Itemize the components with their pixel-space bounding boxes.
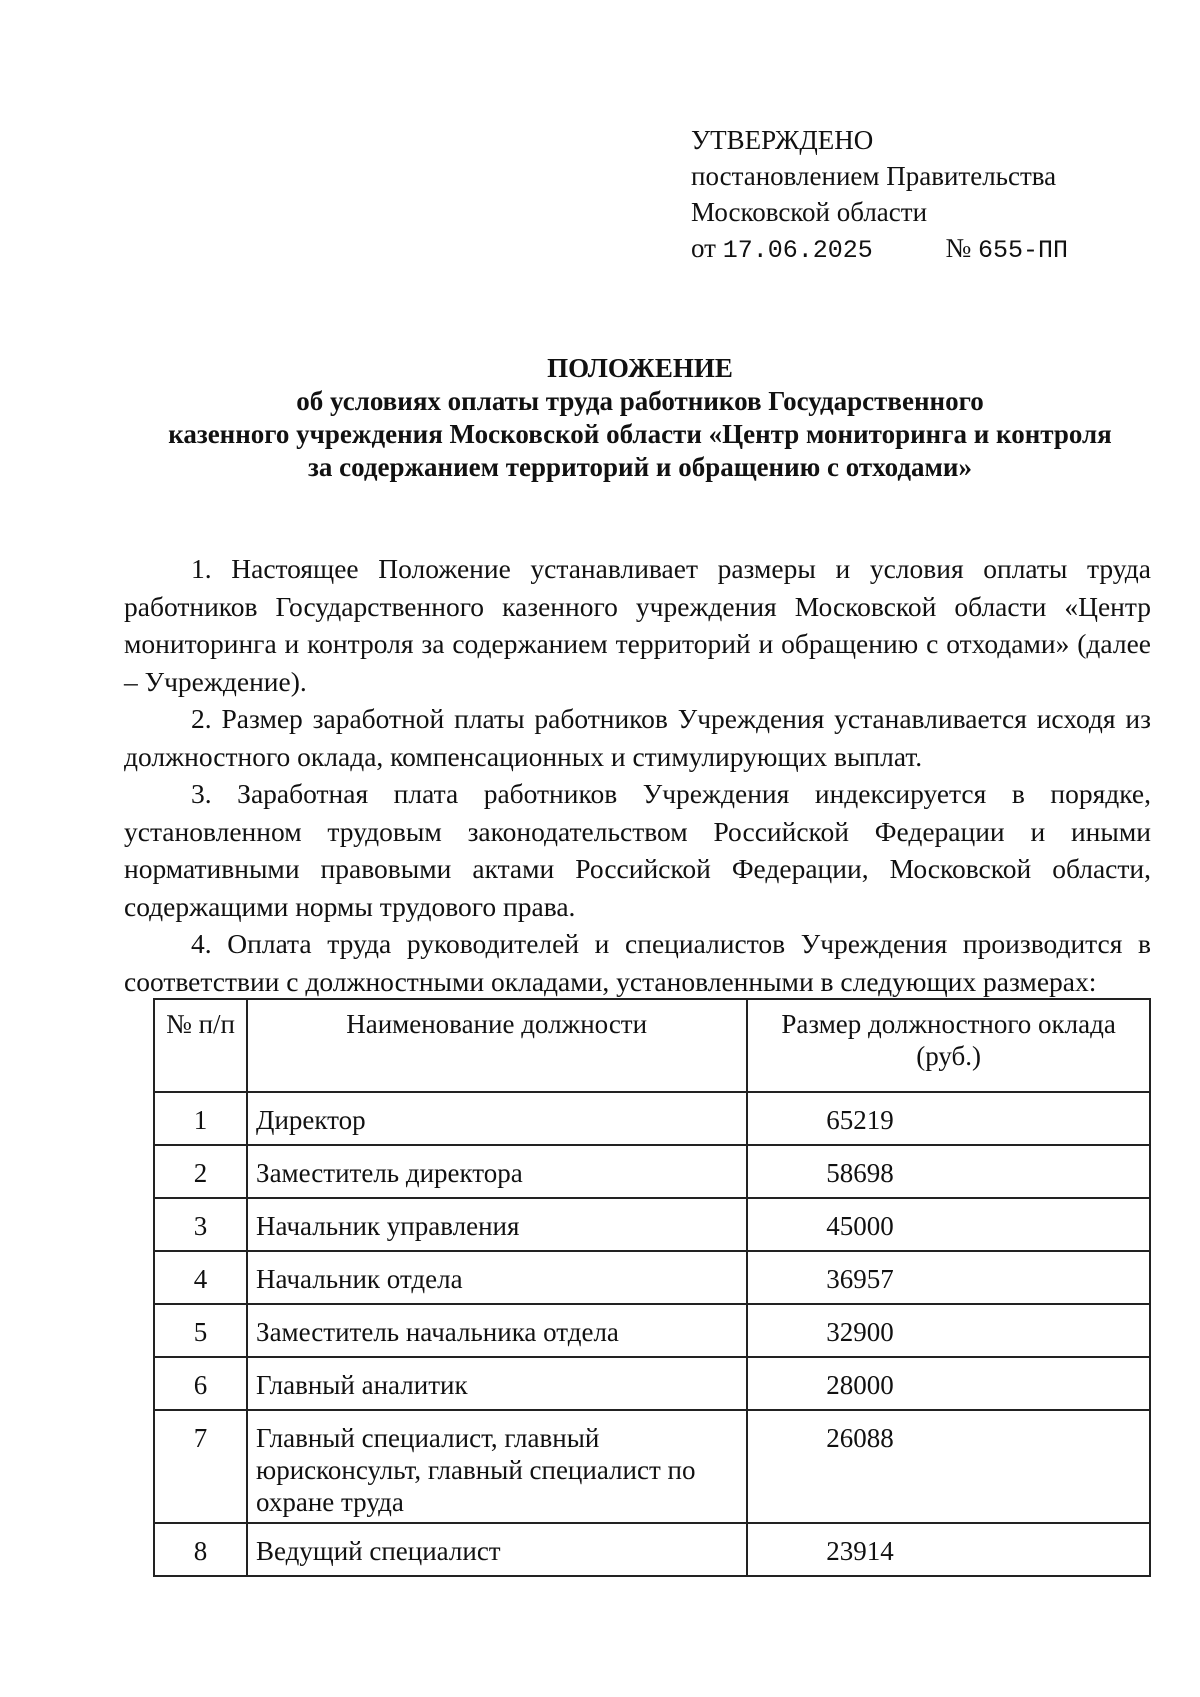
row-position: Заместитель начальника отдела <box>247 1304 747 1357</box>
document-title <box>120 352 1160 484</box>
row-number: 4 <box>154 1251 247 1304</box>
row-number: 8 <box>154 1523 247 1576</box>
paragraph-2: 2. Размер заработной платы работников Учреждения устанавливается исходя из должностного оклада, компенсационных и стимулирующих выплат. <box>124 703 1151 772</box>
table-row <box>154 1523 1150 1576</box>
table-row <box>154 1357 1150 1410</box>
paragraph-1: 1. Настоящее Положение устанавливает размеры и условия оплаты труда работников Государственного казенного учреждения Московской области «Центр мониторинга и контроля за содержанием территорий и обращению с отходами» (далее – Учреждение). <box>124 553 1151 697</box>
row-salary: 36957 <box>747 1251 1150 1304</box>
row-number: 6 <box>154 1357 247 1410</box>
table-row <box>154 1251 1150 1304</box>
row-salary: 58698 <box>747 1145 1150 1198</box>
approval-number: 655-ПП <box>978 236 1069 265</box>
approval-line-1: постановлением Правительства <box>691 161 1057 191</box>
row-salary: 23914 <box>747 1523 1150 1576</box>
table-row <box>154 1198 1150 1251</box>
header-number: № п/п <box>154 999 247 1092</box>
row-number: 3 <box>154 1198 247 1251</box>
row-salary: 65219 <box>747 1092 1150 1145</box>
table-row <box>154 1304 1150 1357</box>
title-line-1: об условиях оплаты труда работников Государственного <box>296 386 984 416</box>
approval-line-2: Московской области <box>691 197 928 227</box>
row-position: Начальник отдела <box>247 1251 747 1304</box>
row-salary: 45000 <box>747 1198 1150 1251</box>
salary-table <box>153 998 1151 1577</box>
paragraph-3: 3. Заработная плата работников Учреждения индексируется в порядке, установленном трудовым законодательством Российской Федерации и иными нормативными правовыми актами Российской Федерации, Московской области, содержащими нормы трудового права. <box>124 778 1151 922</box>
title-line-3: за содержанием территорий и обращению с отходами» <box>308 452 972 482</box>
approval-date-prefix: от <box>691 233 716 263</box>
row-number: 1 <box>154 1092 247 1145</box>
header-salary: Размер должностного оклада (руб.) <box>747 999 1150 1092</box>
title-heading: ПОЛОЖЕНИЕ <box>547 353 733 383</box>
table-row <box>154 1145 1150 1198</box>
paragraph-4: 4. Оплата труда руководителей и специалистов Учреждения производится в соответствии с должностными окладами, установленными в следующих размерах: <box>124 928 1151 997</box>
document-body <box>124 550 1151 1000</box>
table-row <box>154 1410 1150 1523</box>
row-position: Директор <box>247 1092 747 1145</box>
row-number: 5 <box>154 1304 247 1357</box>
row-position: Главный специалист, главный юрисконсульт, главный специалист по охране труда <box>247 1410 747 1523</box>
row-position: Ведущий специалист <box>247 1523 747 1576</box>
row-position: Главный аналитик <box>247 1357 747 1410</box>
header-position: Наименование должности <box>247 999 747 1092</box>
title-line-2: казенного учреждения Московской области «Центр мониторинга и контроля <box>168 419 1112 449</box>
approval-date: 17.06.2025 <box>722 236 873 265</box>
row-position: Заместитель директора <box>247 1145 747 1198</box>
approval-heading: УТВЕРЖДЕНО <box>691 125 874 155</box>
approval-number-label: № <box>945 233 972 263</box>
row-salary: 26088 <box>747 1410 1150 1523</box>
row-salary: 28000 <box>747 1357 1150 1410</box>
table-header-row <box>154 999 1150 1092</box>
approval-stamp <box>691 122 1068 269</box>
approval-date-line <box>691 230 1068 269</box>
row-number: 7 <box>154 1410 247 1523</box>
row-salary: 32900 <box>747 1304 1150 1357</box>
row-position: Начальник управления <box>247 1198 747 1251</box>
table-row <box>154 1092 1150 1145</box>
row-number: 2 <box>154 1145 247 1198</box>
